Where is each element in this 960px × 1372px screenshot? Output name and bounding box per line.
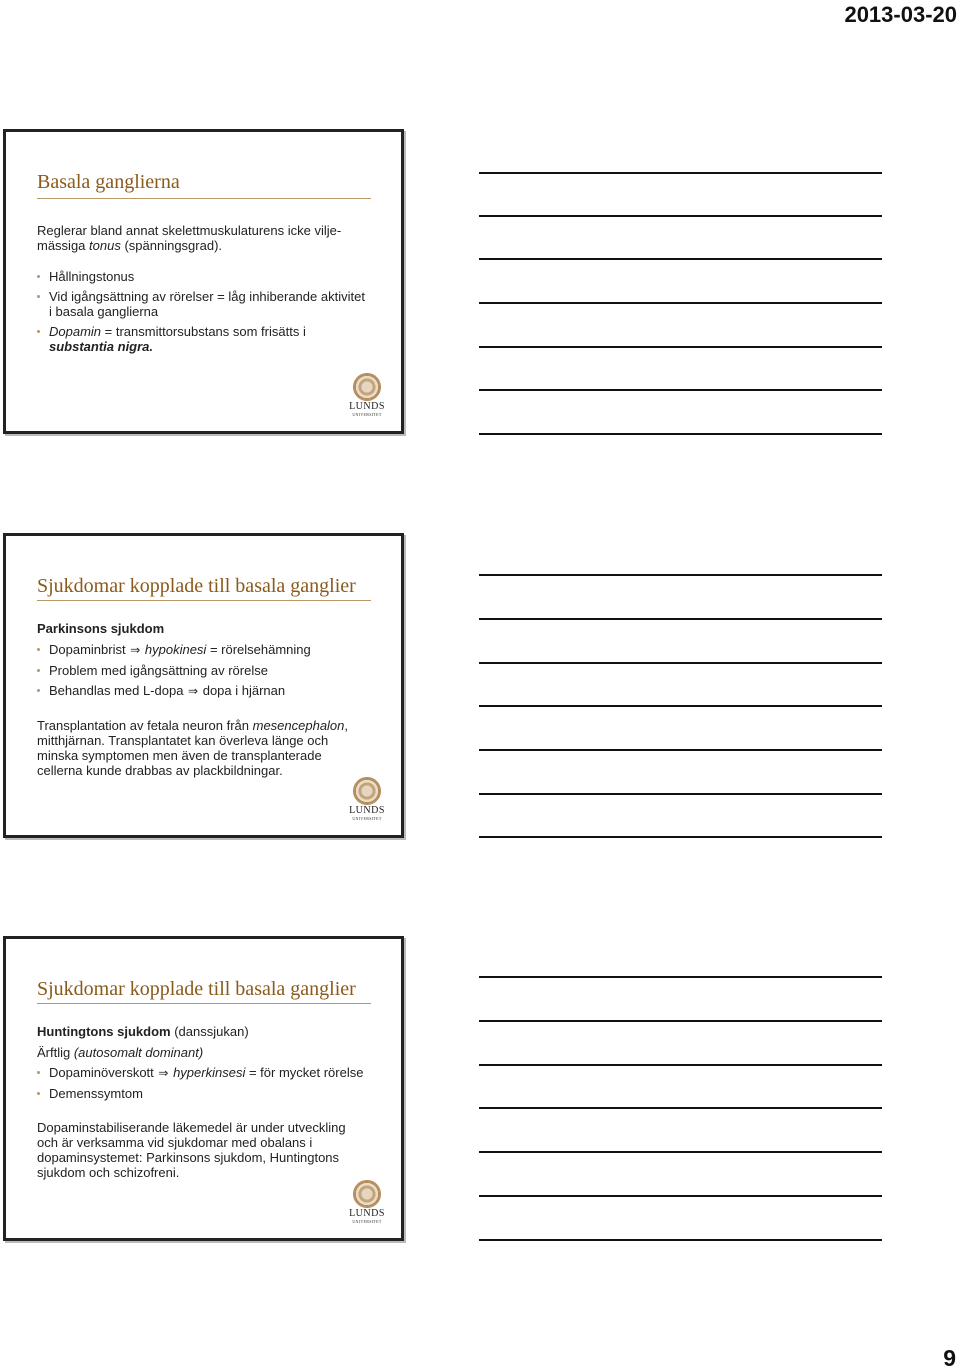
title-rule: [37, 198, 371, 199]
note-line: [479, 793, 882, 795]
slide-2: [3, 533, 404, 838]
slide-1: [3, 129, 404, 434]
list-item: Vid igångsättning av rörelser = låg inhiberande aktivitet i basala ganglierna: [37, 289, 371, 319]
page-date: 2013-03-20: [844, 2, 957, 27]
note-line: [479, 1151, 882, 1153]
note-line: [479, 1064, 882, 1066]
university-seal-icon: [353, 373, 381, 401]
page-number: 9: [943, 1345, 956, 1371]
note-line: [479, 836, 882, 838]
lund-university-logo: LUNDS UNIVERSITET: [347, 1180, 387, 1226]
note-line: [479, 1107, 882, 1109]
list-item: Hållningstonus: [37, 269, 371, 284]
slide-3: [3, 936, 404, 1241]
implies-arrow-icon: ⇒: [188, 684, 199, 698]
note-line: [479, 215, 882, 217]
university-seal-icon: [353, 1180, 381, 1208]
note-line: [479, 662, 882, 664]
list-item: Dopaminöverskott ⇒ hyperkinsesi = för mycket rörelse: [37, 1065, 371, 1081]
note-line: [479, 1195, 882, 1197]
note-line: [479, 302, 882, 304]
note-line: [479, 705, 882, 707]
note-line: [479, 976, 882, 978]
note-line: [479, 172, 882, 174]
note-line: [479, 1020, 882, 1022]
note-line: [479, 1239, 882, 1241]
bullet-list: [37, 642, 371, 699]
slide-paragraph: Dopaminstabiliserande läkemedel är under utveckling och är verksamma vid sjukdomar med obalans i dopaminsystemet: Parkinsons sjukdom, Huntingtons sjukdom och schizofreni.: [37, 1120, 346, 1180]
list-item: Demenssymtom: [37, 1086, 371, 1101]
list-item: Dopaminbrist ⇒ hypokinesi = rörelsehämning: [37, 642, 371, 658]
note-line: [479, 433, 882, 435]
implies-arrow-icon: ⇒: [130, 643, 141, 657]
list-item: Dopamin = transmittorsubstans som frisätts i substantia nigra.: [37, 324, 371, 354]
note-line: [479, 618, 882, 620]
note-line: [479, 346, 882, 348]
title-rule: [37, 1003, 371, 1004]
slide-title: Basala ganglierna: [37, 171, 180, 193]
slide-heading: Huntingtons sjukdom (danssjukan): [37, 1024, 249, 1039]
note-line: [479, 749, 882, 751]
list-item: Problem med igångsättning av rörelse: [37, 663, 371, 678]
university-seal-icon: [353, 777, 381, 805]
note-line: [479, 574, 882, 576]
title-rule: [37, 600, 371, 601]
slide-heading: Parkinsons sjukdom: [37, 621, 165, 636]
implies-arrow-icon: ⇒: [158, 1066, 169, 1080]
lund-university-logo: LUNDS UNIVERSITET: [347, 373, 387, 419]
lund-university-logo: LUNDS UNIVERSITET: [347, 777, 387, 823]
list-item: Behandlas med L-dopa ⇒ dopa i hjärnan: [37, 683, 371, 699]
slide-paragraph: Transplantation av fetala neuron från mesencephalon, mitthjärnan. Transplantatet kan överleva länge och minska symptomen men även de transplanterade cellerna kunde drabbas av plackbildningar.: [37, 718, 349, 778]
slide-title: Sjukdomar kopplade till basala ganglier: [37, 978, 356, 1000]
slide-title: Sjukdomar kopplade till basala ganglier: [37, 575, 356, 597]
slide-subheading: Ärftlig (autosomalt dominant): [37, 1045, 204, 1060]
bullet-list: [37, 1065, 371, 1101]
bullet-list: [37, 269, 371, 354]
note-line: [479, 258, 882, 260]
slide-intro: Reglerar bland annat skelettmuskulaturens icke vilje-mässiga tonus (spänningsgrad).: [37, 223, 342, 253]
note-line: [479, 389, 882, 391]
